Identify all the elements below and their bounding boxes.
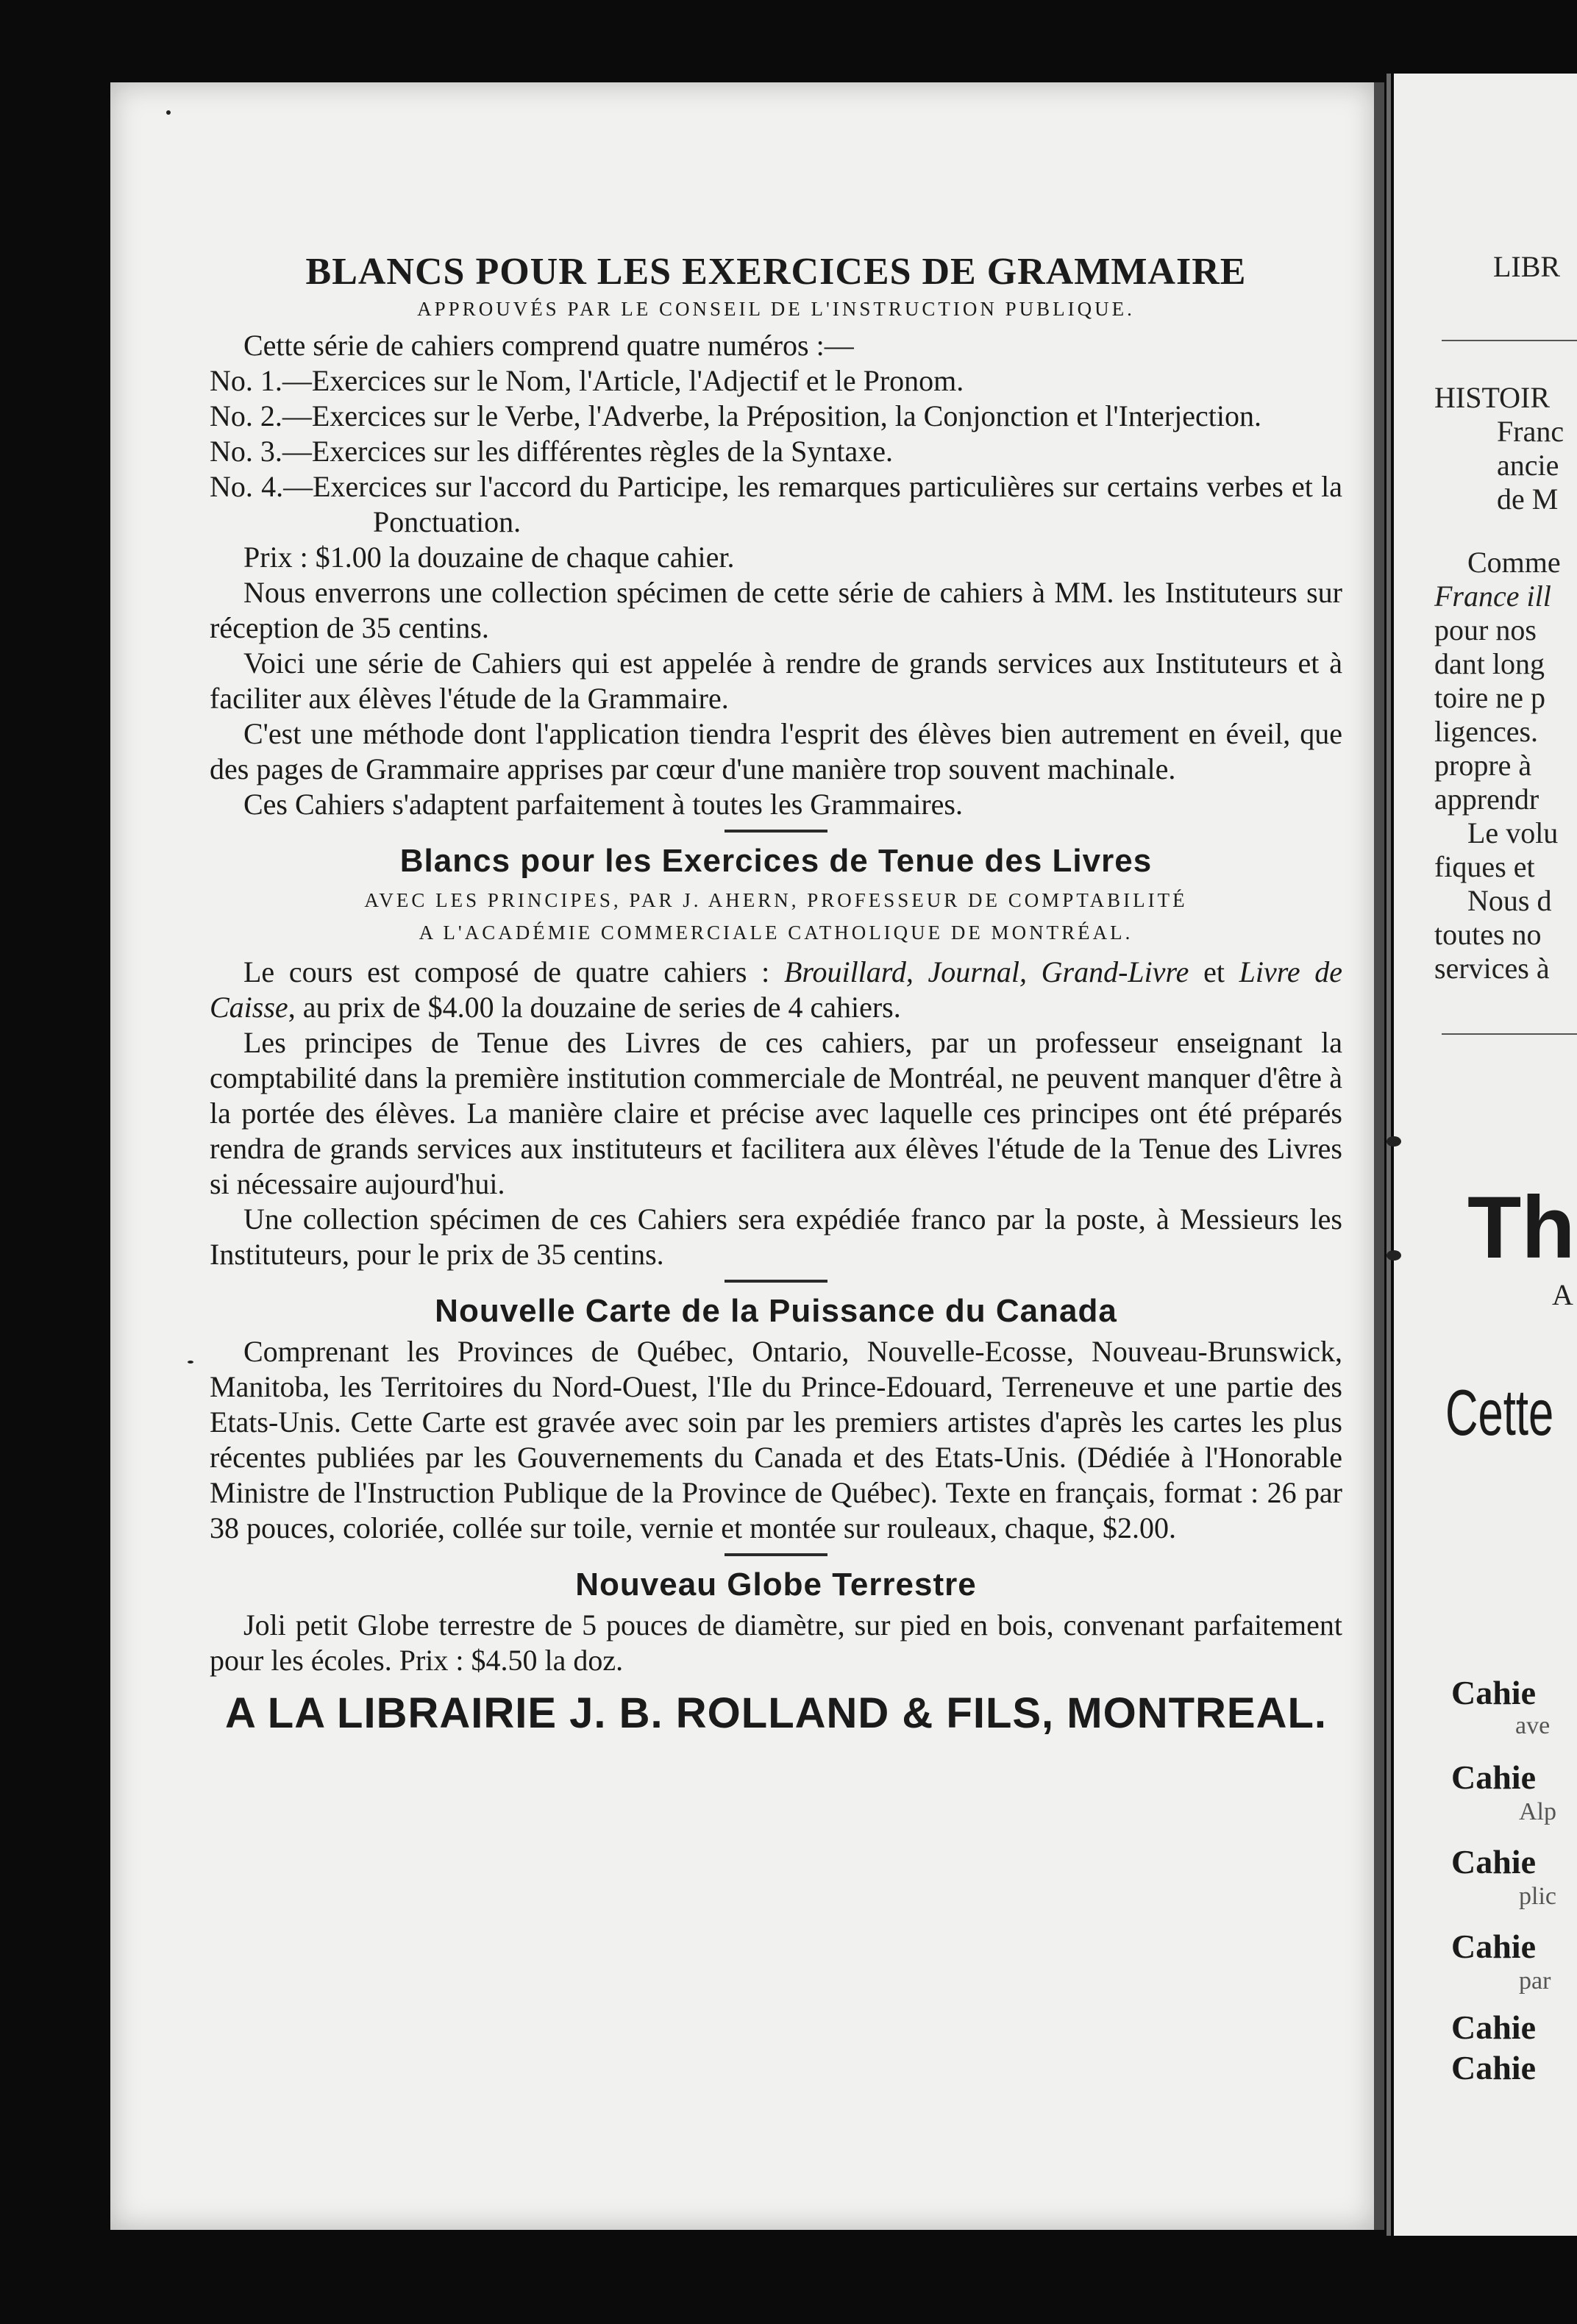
next-page-line: ligences. (1434, 715, 1539, 748)
grammaire-item-3: No. 3.—Exercices sur les différentes règles de la Syntaxe. (210, 435, 893, 468)
next-page-line: apprendr (1434, 783, 1539, 816)
tenue-paragraph-2: Les principes de Tenue des Livres de ces cahiers, par un professeur enseignant la comptabilité dans la première institution commerciale de Montréal, ne peuvent manquer d'être à la portée des élèves. La manière claire et précise avec laquelle ces principes ont été préparés rendra de grands services aux instituteurs et facilitera aux élèves l'étude de la Tenue des Livres si nécessaire aujourd'hui. (210, 1026, 1342, 1200)
carte-title: Nouvelle Carte de la Puissance du Canada (435, 1293, 1117, 1329)
next-page-big-title: Th (1467, 1178, 1576, 1277)
scan-speck (166, 110, 171, 115)
next-page-cahier-sub: ave (1515, 1712, 1551, 1739)
tenue-paragraph-1: Le cours est composé de quatre cahiers : Brouillard, Journal, Grand-Livre et Livre de Caisse, au prix de $4.00 la douzaine de series de 4 cahiers. (210, 955, 1343, 1024)
globe-title: Nouveau Globe Terrestre (575, 1566, 977, 1603)
section-divider (725, 1280, 827, 1283)
next-page-line: propre à (1434, 749, 1532, 782)
next-page-line: HISTOIR (1434, 381, 1551, 414)
next-page-line: Le volu (1467, 816, 1559, 849)
next-page-cahier: Cahie (1451, 1843, 1536, 1881)
next-page-line: dant long (1434, 647, 1545, 680)
grammaire-paragraph-4: Ces Cahiers s'adaptent parfaitement à toutes les Grammaires. (243, 788, 963, 821)
next-page-line: toire ne p (1434, 681, 1546, 714)
next-page-line: fiques et (1434, 850, 1535, 883)
next-page-cahier-sub: plic (1519, 1883, 1556, 1910)
grammaire-title: BLANCS POUR LES EXERCICES DE GRAMMAIRE (305, 251, 1247, 293)
next-page-cahier: Cahie (1451, 2008, 1536, 2046)
next-page-line: Franc (1497, 415, 1564, 448)
section-divider (725, 1553, 827, 1556)
next-page-line: ancie (1497, 449, 1559, 482)
grammaire-intro: Cette série de cahiers comprend quatre numéros :— (243, 329, 854, 362)
next-page-line: France ill (1434, 580, 1551, 613)
grammaire-item-2: No. 2.—Exercices sur le Verbe, l'Adverbe, la Préposition, la Conjonction et l'Interjection. (210, 399, 1261, 432)
scan-speck (1386, 1136, 1401, 1147)
grammaire-paragraph-1: Nous enverrons une collection spécimen de cette série de cahiers à MM. les Instituteurs sur réception de 35 centins. (210, 576, 1342, 644)
tenue-title: Blancs pour les Exercices de Tenue des Livres (399, 843, 1153, 879)
tenue-paragraph-3: Une collection spécimen de ces Cahiers sera expédiée franco par la poste, à Messieurs les Instituteurs, pour le prix de 35 centins. (210, 1202, 1342, 1271)
grammaire-paragraph-3: C'est une méthode dont l'application tiendra l'esprit des élèves bien autrement en éveil, que des pages de Grammaire apprises par cœur d'une manière trop souvent machinale. (210, 717, 1342, 785)
next-page-fragment (1394, 74, 1577, 2236)
next-page-line: Nous d (1467, 884, 1552, 917)
scan-speck (188, 1361, 193, 1364)
advertisement-column (210, 250, 1342, 1738)
grammaire-item-1: No. 1.—Exercices sur le Nom, l'Article, l'Adjectif et le Pronom. (210, 364, 964, 397)
next-page-rule (1442, 340, 1577, 341)
next-page-line: Comme (1467, 546, 1561, 579)
next-page-line: toutes no (1434, 918, 1542, 951)
grammaire-price: Prix : $1.00 la douzaine de chaque cahier. (243, 541, 735, 574)
next-page-cahier: Cahie (1451, 1928, 1536, 1965)
page-fold-shadow (1374, 82, 1384, 2230)
next-page-rule (1442, 1033, 1577, 1035)
grammaire-paragraph-2: Voici une série de Cahiers qui est appelée à rendre de grands services aux Instituteurs et à faciliter aux élèves l'étude de la Grammaire. (210, 646, 1342, 715)
next-page-cahier: Cahie (1451, 2049, 1536, 2086)
scan-speck (1386, 1250, 1401, 1261)
carte-paragraph: Comprenant les Provinces de Québec, Ontario, Nouvelle-Ecosse, Nouveau-Brunswick, Manitoba, les Territoires du Nord-Ouest, l'Ile du Prince-Edouard, Terreneuve et une partie des Etats-Unis. Cette Carte est gravée avec soin par les premiers artistes d'après les cartes les plus récentes publiées par les Gouvernements du Canada et des Etats-Unis. (Dédiée à l'Honorable Ministre de l'Instruction Publique de la Province de Québec). Texte en français, format : 26 par 38 pouces, coloriée, collée sur toile, vernie et montée sur rouleaux, chaque, $2.00. (210, 1335, 1342, 1544)
tenue-subtitle: AVEC LES PRINCIPES, PAR J. AHERN, PROFESSEUR DE COMPTABILITÉ A L'ACADÉMIE COMMERCIALE CATHOLIQUE DE MONTRÉAL. (364, 889, 1188, 944)
next-page-cahier: Cahie (1451, 1758, 1536, 1796)
publisher-footer: A LA LIBRAIRIE J. B. ROLLAND & FILS, MONTREAL. (224, 1689, 1328, 1737)
page-fold-edge (1386, 74, 1391, 2236)
section-divider (725, 830, 827, 833)
next-page-cahier-sub: par (1519, 1967, 1551, 1995)
next-page-header: LIBR (1493, 250, 1561, 283)
globe-paragraph: Joli petit Globe terrestre de 5 pouces de diamètre, sur pied en bois, convenant parfaitement pour les écoles. Prix : $4.50 la doz. (210, 1608, 1342, 1677)
grammaire-subtitle: APPROUVÉS PAR LE CONSEIL DE L'INSTRUCTION PUBLIQUE. (417, 298, 1135, 320)
next-page-line: de M (1497, 482, 1559, 516)
next-page-big-subtitle: A (1552, 1278, 1573, 1311)
next-page-line: services à (1434, 952, 1550, 985)
next-page-cahier: Cahie (1451, 1674, 1536, 1711)
next-page-cahier-sub: Alp (1519, 1798, 1556, 1825)
next-page-cette: Cette (1445, 1376, 1554, 1449)
grammaire-item-4: No. 4.—Exercices sur l'accord du Participe, les remarques particulières sur certains verbes et la Ponctuation. (210, 470, 1342, 538)
next-page-line: pour nos (1434, 613, 1537, 646)
